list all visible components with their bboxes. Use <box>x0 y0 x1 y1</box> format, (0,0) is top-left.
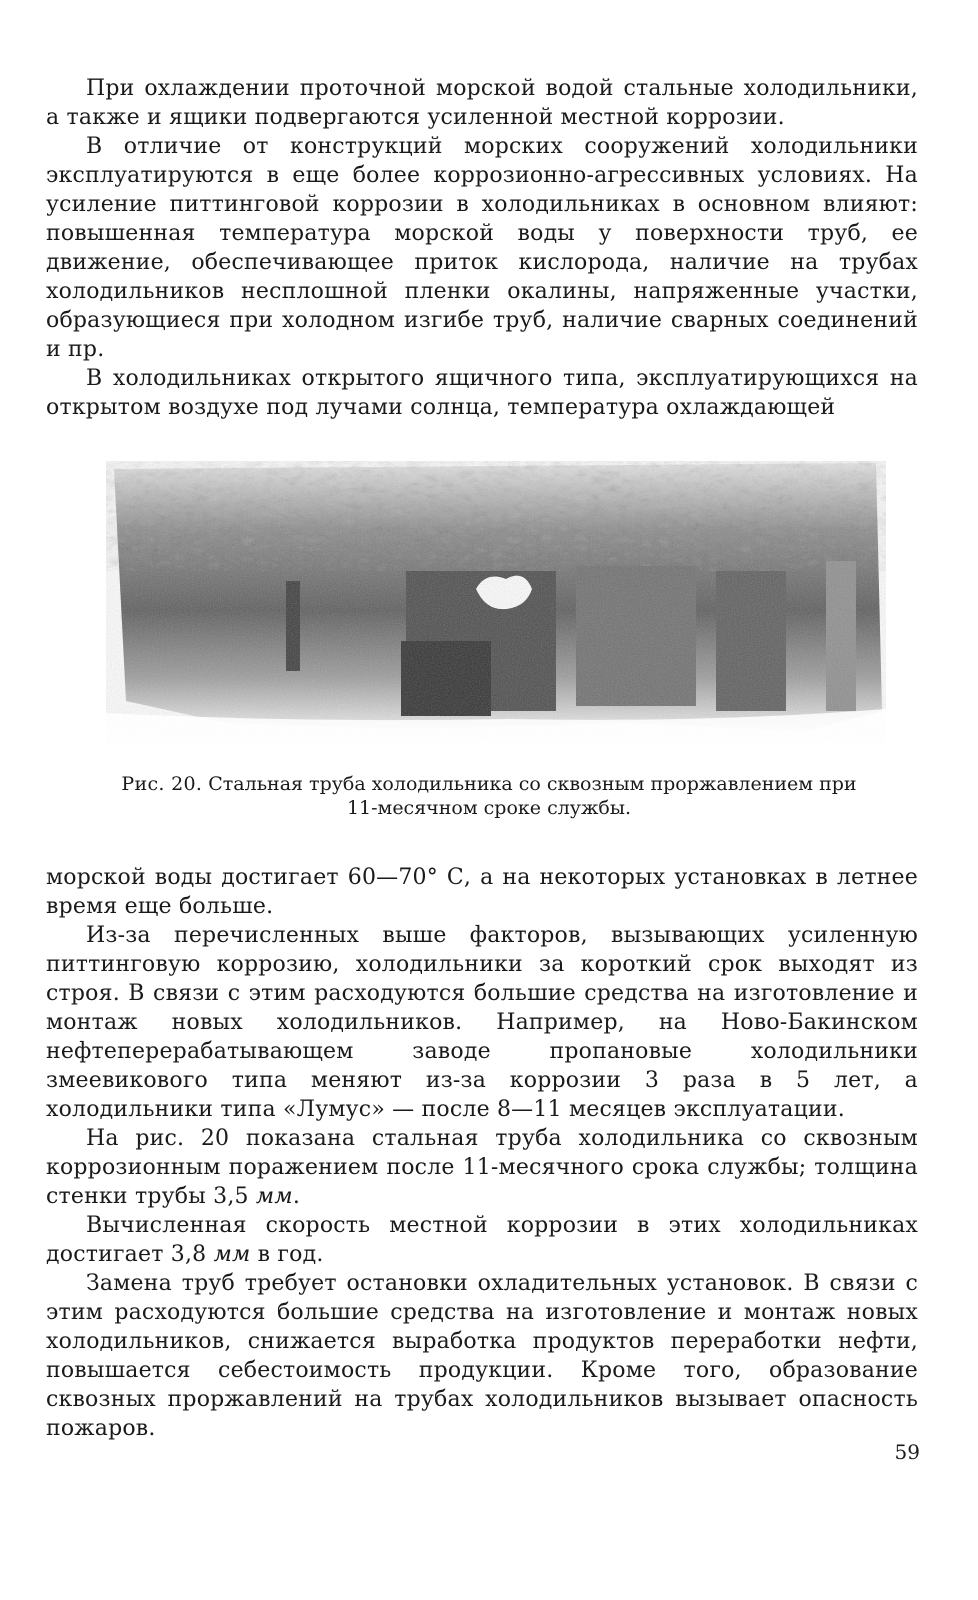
pipe-photo-image <box>106 461 886 743</box>
paragraph-7 <box>46 1211 918 1269</box>
paragraph-6 <box>46 1124 918 1211</box>
unit-mm-2: мм <box>213 1242 251 1267</box>
figure-label: Рис. 20. <box>121 773 203 795</box>
text-block-top <box>46 74 918 422</box>
corroded-pipe-photo <box>106 461 886 743</box>
paragraph-2: В отличие от конструкций морских сооружений холодильники эксплуатируются в еще более коррозионно-агрессивных условиях. На усиление питтинговой коррозии в холодильниках в основном влияют: повышенная температура морской воды у поверхности труб, ее движение, обеспечивающее приток кислорода, наличие на трубах холодильников несплошной пленки окалины, напряженные участки, образующиеся при холодном изгибе труб, наличие сварных соединений и пр. <box>46 134 918 362</box>
paragraph-7-end: в год. <box>250 1242 324 1267</box>
figure-20 <box>106 461 886 743</box>
paragraph-6-text: На рис. 20 показана стальная труба холодильника со сквозным коррозионным поражением после 11-месячного срока службы; толщина стенки трубы 3,5 <box>46 1126 918 1209</box>
paragraph-4: морской воды достигает 60—70° С, а на некоторых установках в летнее время еще больше. <box>46 865 918 919</box>
paragraph-1: При охлаждении проточной морской водой стальные холодильники, а также и ящики подвергаются усиленной местной коррозии. <box>46 76 918 130</box>
caption-line-1 <box>46 772 932 796</box>
text-block-bottom <box>46 863 918 1443</box>
caption-text-1: Стальная труба холодильника со сквозным проржавлением при <box>208 773 857 795</box>
paragraph-7-text: Вычисленная скорость местной коррозии в этих холодильниках достигает 3,8 <box>46 1213 918 1267</box>
page-number: 59 <box>894 1440 920 1464</box>
unit-mm: мм <box>255 1184 293 1209</box>
paragraph-8: Замена труб требует остановки охладительных установок. В связи с этим расходуются большие средства на изготовление и монтаж новых холодильников, снижается выработка продуктов переработки нефти, повышается себестоимость продукции. Кроме того, образование сквозных проржавлений на трубах холодильников вызывает опасность пожаров. <box>46 1271 918 1441</box>
paragraph-3: В холодильниках открытого ящичного типа, эксплуатирующихся на открытом воздухе под лучами солнца, температура охлаждающей <box>46 366 918 420</box>
figure-caption <box>46 772 932 820</box>
paragraph-5: Из-за перечисленных выше факторов, вызывающих усиленную питтинговую коррозию, холодильники за короткий срок выходят из строя. В связи с этим расходуются большие средства на изготовление и монтаж новых холодильников. Например, на Ново-Бакинском нефтеперерабатывающем заводе пропановые холодильники змеевикового типа меняют из-за коррозии 3 раза в 5 лет, а холодильники типа «Лумус» — после 8—11 месяцев эксплуатации. <box>46 923 918 1122</box>
caption-line-2: 11-месячном сроке службы. <box>346 797 632 819</box>
paragraph-6-end: . <box>292 1184 301 1209</box>
